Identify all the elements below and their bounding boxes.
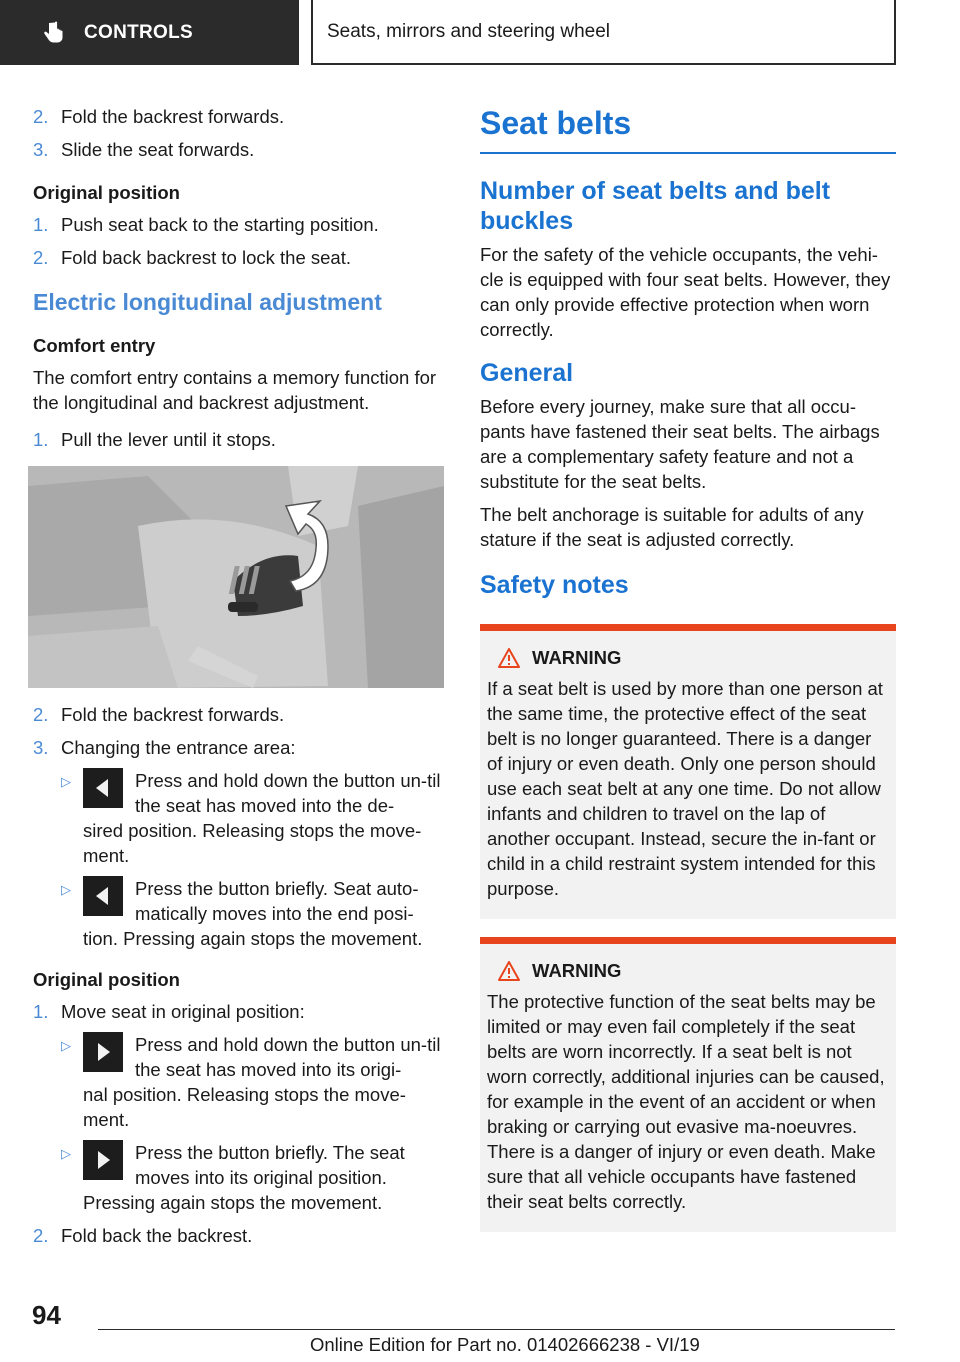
sub-item-text-continued: sired position. Releasing stops the move-ment. [83, 820, 422, 866]
footer-divider [98, 1329, 895, 1330]
list-item [33, 702, 445, 727]
sub-item-text: Press and hold down the button un-til the seat has moved into its origi- [135, 1034, 441, 1080]
warning-triangle-icon [498, 648, 520, 668]
list-item [33, 427, 445, 452]
step-number: 3. [33, 737, 49, 758]
paragraph: The comfort entry contains a memory function for the longitudinal and backrest adjustment. [33, 367, 437, 413]
edition-text: Online Edition for Part no. 01402666238 - VI/19 [310, 1334, 700, 1355]
heading-electric-adjustment: Electric longitudinal adjustment [33, 289, 382, 315]
step-number: 2. [33, 247, 49, 268]
step-text: Pull the lever until it stops. [61, 429, 276, 450]
sub-item-text: Press the button briefly. The seat moves into its original position. [135, 1142, 405, 1188]
warning-box [480, 937, 896, 1232]
list-item [33, 1223, 445, 1248]
subheading-comfort-entry: Comfort entry [33, 335, 156, 356]
step-number: 3. [33, 139, 49, 160]
list-item [33, 104, 445, 129]
hand-pointer-icon [40, 20, 66, 46]
subheading-original-position: Original position [33, 969, 180, 990]
sub-item-text-continued: nal position. Releasing stops the move-ment. [83, 1084, 406, 1130]
triangle-bullet-icon: ▷ [61, 1146, 71, 1161]
warning-triangle-icon [498, 961, 520, 981]
paragraph: The belt anchorage is suitable for adults of any stature if the seat is adjusted correctly. [480, 504, 864, 550]
list-item [33, 735, 445, 760]
seat-lever-illustration [28, 466, 444, 688]
left-column [33, 104, 445, 1256]
list-item [33, 212, 445, 237]
step-text: Fold back the backrest. [61, 1225, 253, 1246]
triangle-bullet-icon: ▷ [61, 1038, 71, 1053]
section-title-seat-belts: Seat belts [480, 104, 896, 154]
chapter-title: Seats, mirrors and steering wheel [311, 0, 896, 65]
list-item [33, 137, 445, 162]
warning-box [480, 624, 896, 919]
arrow-left-button-icon [83, 876, 123, 916]
section-tab[interactable] [0, 0, 299, 65]
step-text: Move seat in original position: [61, 1001, 305, 1022]
step-number: 1. [33, 214, 49, 235]
arrow-left-button-icon [83, 768, 123, 808]
step-text: Fold back backrest to lock the seat. [61, 247, 351, 268]
triangle-bullet-icon: ▷ [61, 774, 71, 789]
arrow-right-button-icon [83, 1140, 123, 1180]
list-item [33, 245, 445, 270]
heading-general: General [480, 359, 574, 387]
right-column [480, 104, 896, 1244]
sub-item-text-continued: tion. Pressing again stops the movement. [83, 928, 423, 949]
step-number: 2. [33, 1225, 49, 1246]
list-item [33, 999, 445, 1024]
section-label: CONTROLS [84, 21, 194, 43]
sub-item-text: Press the button briefly. Seat auto-matically moves into the end posi- [135, 878, 419, 924]
paragraph: Before every journey, make sure that all occu-pants have fastened their seat belts. The airbags are a complementary safety feature and not a substitute for the seat belts. [480, 396, 880, 492]
step-text: Fold the backrest forwards. [61, 704, 285, 725]
heading-number-of-belts: Number of seat belts and belt buckles [480, 177, 831, 235]
step-text: Slide the seat forwards. [61, 139, 255, 160]
warning-text: The protective function of the seat belts may be limited or may even fail completely if the seat belts are worn incorrectly. If a seat belt is not worn correctly, additional injuries can be caused, for example in the event of an accident or when braking or carrying out evasive ma-noeuvres. There is a danger of injury or even death. Make sure that all vehicle occupants have fastened their seat belts correctly. [487, 991, 885, 1212]
sub-item [61, 1140, 445, 1215]
step-number: 2. [33, 704, 49, 725]
paragraph: For the safety of the vehicle occupants, the vehi-cle is equipped with four seat belts. However, they can only provide effective protection when worn correctly. [480, 244, 891, 340]
sub-item-text: Press and hold down the button un-til the seat has moved into the de- [135, 770, 441, 816]
step-number: 1. [33, 1001, 49, 1022]
step-text: Changing the entrance area: [61, 737, 296, 758]
step-number: 2. [33, 106, 49, 127]
warning-label: WARNING [532, 960, 622, 981]
heading-safety-notes: Safety notes [480, 571, 629, 599]
step-text: Push seat back to the starting position. [61, 214, 379, 235]
sub-item [61, 876, 445, 951]
step-number: 1. [33, 429, 49, 450]
step-text: Fold the backrest forwards. [61, 106, 285, 127]
page-number: 94 [32, 1300, 61, 1330]
warning-text: If a seat belt is used by more than one person at the same time, the protective effect of the seat belt is no longer guaranteed. There is a danger of injury or even death. Only one person should use each seat belt at any one time. Do not allow infants and children to travel on the lap of another occupant. Instead, secure the in-fant or child in a child restraint system intended for this purpose. [487, 678, 883, 899]
sub-item [61, 768, 445, 868]
sub-item-text-continued: Pressing again stops the movement. [83, 1192, 383, 1213]
warning-label: WARNING [532, 647, 622, 668]
sub-item [61, 1032, 445, 1132]
triangle-bullet-icon: ▷ [61, 882, 71, 897]
subheading-original-position: Original position [33, 182, 180, 203]
arrow-right-button-icon [83, 1032, 123, 1072]
